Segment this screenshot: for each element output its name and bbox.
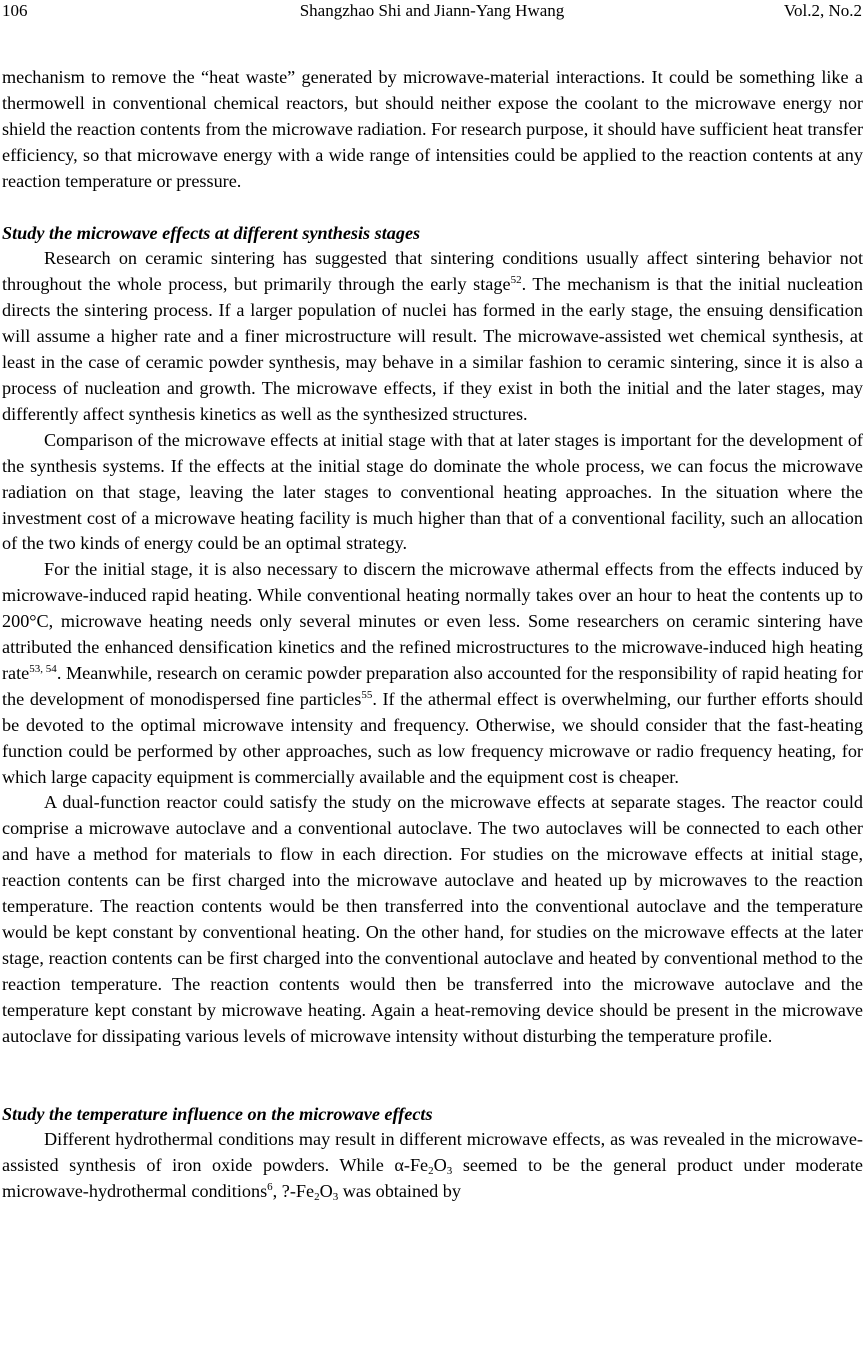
- paragraph-heat-removal: mechanism to remove the “heat waste” generated by microwave-material interactions. It could be something like a thermowell in conventional chemical reactors, but should neither expose the coolant to the microwave energy nor shield the reaction contents from the microwave radiation. For research purpose, it should have sufficient heat transfer efficiency, so that microwave energy with a wide range of intensities could be applied to the reaction contents at any reaction temperature or pressure.: [2, 67, 863, 191]
- text-run: . Meanwhile, research on ceramic powder preparation also accounted for the responsibility of rapid heating for the development of monodispersed fine particles: [2, 662, 863, 709]
- paragraph-initial-stage: [2, 557, 863, 790]
- citation-ref: 53, 54: [29, 662, 57, 675]
- running-header-volume: Vol.2, No.2: [783, 1, 862, 20]
- running-header: [2, 0, 862, 24]
- paragraph-dual-function-reactor: A dual-function reactor could satisfy the study on the microwave effects at separate stages. The reactor could comprise a microwave autoclave and a conventional autoclave. The two autoclaves will be connected to each other and have a method for materials to flow in each direction. For studies on the microwave effects at initial stage, reaction contents can be first charged into the microwave autoclave and heated up by microwaves to the reaction temperature. The reaction contents would be then transferred into the conventional autoclave and the temperature would be kept constant by conventional heating. On the other hand, for studies on the microwave effects at the later stage, reaction contents can be first charged into the conventional autoclave and heated by conventional method to the reaction temperature. The reaction contents would then be transferred into the microwave autoclave and the temperature kept constant by microwave heating. Again a heat-removing device should be present in the microwave autoclave for dissipating various levels of microwave intensity without disturbing the temperature profile.: [2, 792, 863, 1046]
- text-run: , ?-Fe: [272, 1181, 315, 1202]
- text-run: was obtained by: [338, 1181, 461, 1202]
- text-run: . If the athermal effect is overwhelming, our further efforts should be devoted to the optimal microwave intensity and frequency. Otherwise, we should consider that the fast-heating function could be performed by other approaches, such as low frequency microwave or radio frequency heating, for which large capacity equipment is commercially available and the equipment cost is cheaper.: [2, 688, 863, 787]
- section-heading-temperature-influence: Study the temperature influence on the microwave effects: [2, 1103, 433, 1124]
- paragraph-hydrothermal-conditions: [2, 1127, 863, 1205]
- text-run: seemed to be the general product under moderate microwave-hydrothermal conditions: [2, 1155, 864, 1202]
- running-header-authors: Shangzhao Shi and Jiann-Yang Hwang: [299, 1, 565, 20]
- subscript: 3: [446, 1165, 453, 1178]
- citation-ref: 55: [361, 688, 373, 701]
- text-run: O: [433, 1155, 447, 1176]
- text-run: -Fe: [403, 1155, 429, 1176]
- page-number: 106: [2, 1, 28, 20]
- citation-ref: 6: [267, 1181, 273, 1194]
- text-run: Different hydrothermal conditions may result in different microwave effects, as was revealed in the microwave-assisted synthesis of iron oxide powders. While: [2, 1129, 863, 1176]
- greek-alpha: α: [394, 1155, 404, 1176]
- subscript: 3: [332, 1191, 339, 1204]
- subscript: 2: [428, 1165, 434, 1178]
- section-heading-synthesis-stages: Study the microwave effects at different synthesis stages: [2, 222, 421, 243]
- subscript: 2: [314, 1191, 320, 1204]
- article-body: [2, 65, 863, 1205]
- spacer: [2, 1050, 863, 1102]
- citation-ref: 52: [510, 274, 522, 287]
- text-run: For the initial stage, it is also necessary to discern the microwave athermal effects from the effects induced by microwave-induced rapid heating. While conventional heating normally takes over an hour to heat the contents up to 200°C, microwave heating needs only several minutes or even less. Some researchers on ceramic sintering have attributed the enhanced densification kinetics and the refined microstructures to the microwave-induced high heating rate: [2, 559, 863, 683]
- text-run: O: [319, 1181, 333, 1202]
- spacer: [2, 195, 863, 221]
- paragraph-ceramic-sintering: [2, 246, 863, 427]
- text-run: Research on ceramic sintering has suggested that sintering conditions usually affect sintering behavior not throughout the whole process, but primarily through the early stage: [2, 248, 863, 295]
- paragraph-stage-comparison: Comparison of the microwave effects at initial stage with that at later stages is important for the development of the synthesis systems. If the effects at the initial stage do dominate the whole process, we can focus the microwave radiation on that stage, leaving the later stages to conventional heating approaches. In the situation where the investment cost of a microwave heating facility is much higher than that of a conventional facility, such an allocation of the two kinds of energy could be an optimal strategy.: [2, 429, 863, 554]
- text-run: . The mechanism is that the initial nucleation directs the sintering process. If a larger population of nuclei has formed in the early stage, the ensuing densification will assume a higher rate and a finer microstructure will result. The microwave-assisted wet chemical synthesis, at least in the case of ceramic powder synthesis, may behave in a similar fashion to ceramic sintering, since it is also a process of nucleation and growth. The microwave effects, if they exist in both the initial and the later stages, may differently affect synthesis kinetics as well as the synthesized structures.: [2, 274, 863, 424]
